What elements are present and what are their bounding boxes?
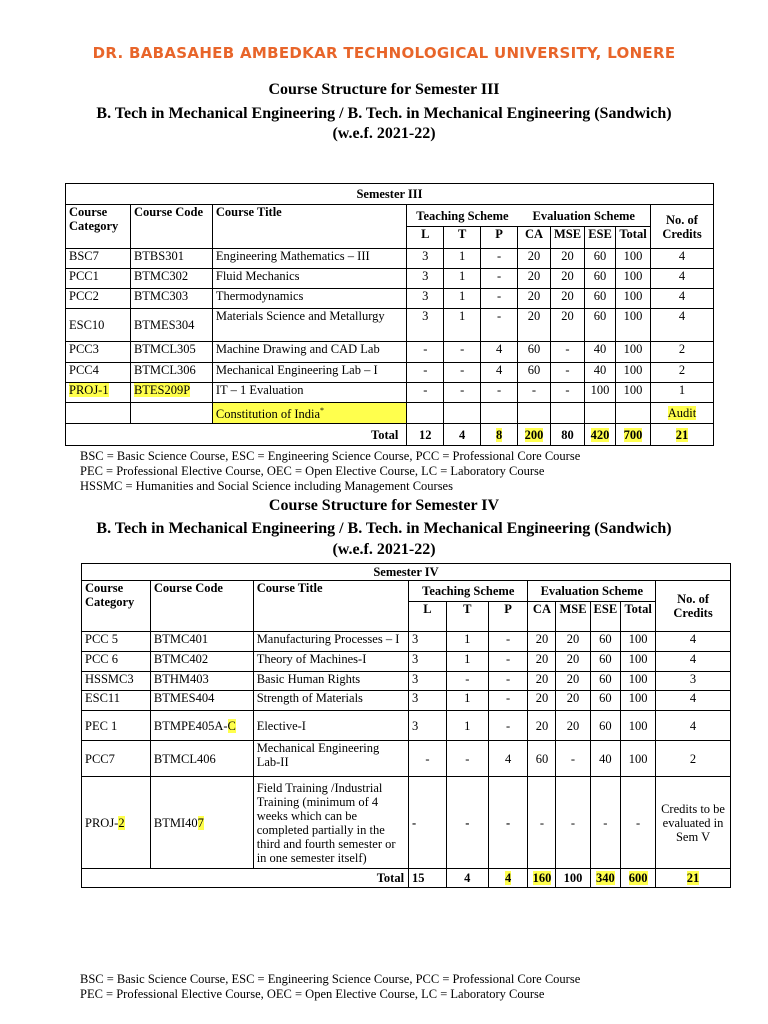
total-l: 15 [409, 869, 447, 888]
cell-ese: - [590, 777, 621, 869]
cell-title: Basic Human Rights [253, 672, 408, 691]
cell-t: - [444, 342, 481, 363]
total-ese: 420 [585, 424, 616, 446]
table-row [66, 289, 714, 309]
cell-total: 100 [621, 652, 656, 672]
cell-credits: 4 [651, 309, 714, 342]
total-p: 8 [481, 424, 518, 446]
cell-total: 100 [616, 269, 651, 289]
header-teaching: Teaching Scheme [407, 205, 518, 227]
sem3-wef: (w.e.f. 2021-22) [332, 125, 436, 142]
cell-ese: 100 [585, 383, 616, 403]
cell-total: 100 [616, 249, 651, 269]
cell-l: - [407, 342, 444, 363]
cell-mse: - [556, 741, 590, 777]
cell-category: PROJ-2 [82, 777, 151, 869]
cell-t: 1 [444, 309, 481, 342]
cell-credits: Credits to be evaluated in Sem V [656, 777, 731, 869]
cell-ca: 60 [518, 342, 551, 363]
cell-credits: 1 [651, 383, 714, 403]
university-title: DR. BABASAHEB AMBEDKAR TECHNOLOGICAL UNIVERSITY, LONERE [92, 44, 676, 62]
sem3-program: B. Tech in Mechanical Engineering / B. Tech. in Mechanical Engineering (Sandwich) [96, 105, 672, 122]
cell-ese: 40 [585, 342, 616, 363]
cell-ca: 60 [518, 363, 551, 383]
header-evaluation: Evaluation Scheme [528, 581, 656, 602]
header-ese: ESE [590, 602, 621, 632]
semester-4-table [81, 563, 731, 888]
cell-p: 4 [488, 741, 528, 777]
cell-category [66, 383, 131, 403]
cell-mse: 20 [550, 289, 584, 309]
cell-code: BTMES304 [130, 309, 212, 342]
cell-title: Fluid Mechanics [212, 269, 406, 289]
cell-code: BTMC303 [130, 289, 212, 309]
cell-code: BTMC402 [150, 652, 253, 672]
table-row [66, 309, 714, 342]
header-category: Course Category [82, 581, 151, 632]
total-ca: 200 [518, 424, 551, 446]
table-row [82, 652, 731, 672]
table-row [66, 363, 714, 383]
sem3-heading: Course Structure for Semester III [268, 81, 500, 98]
cell-code: BTMC401 [150, 632, 253, 652]
cell-ca: 20 [518, 269, 551, 289]
cell-total: 100 [616, 363, 651, 383]
total-ese: 340 [590, 869, 621, 888]
cell-p: - [488, 691, 528, 711]
header-credits: No. of Credits [651, 205, 714, 249]
cell-code: BTMI407 [150, 777, 253, 869]
cell-ca: 20 [528, 652, 556, 672]
cell-total: 100 [621, 691, 656, 711]
header-l: L [409, 602, 447, 632]
cell-t: 1 [446, 711, 488, 741]
header-p: P [481, 227, 518, 249]
total-l: 12 [407, 424, 444, 446]
cell-ese: 60 [585, 269, 616, 289]
proj1-category: PROJ-1 [69, 383, 109, 397]
total-label: Total [82, 869, 409, 888]
header-t: T [446, 602, 488, 632]
cell-mse: 20 [550, 269, 584, 289]
cell-l: 3 [407, 249, 444, 269]
cell-credits: 4 [656, 691, 731, 711]
cell-title: IT – 1 Evaluation [212, 383, 406, 403]
total-ca: 160 [528, 869, 556, 888]
cell-ca: 20 [528, 632, 556, 652]
cell-category: PCC7 [82, 741, 151, 777]
cell-p: - [481, 383, 518, 403]
cell-ca: 20 [518, 289, 551, 309]
cell-mse: 20 [556, 691, 590, 711]
cell-ese: 60 [590, 632, 621, 652]
cell-credits: 4 [656, 632, 731, 652]
total-row [82, 869, 731, 888]
cell-ca: 20 [518, 309, 551, 342]
header-credits: No. of Credits [656, 581, 731, 632]
cell-title: Thermodynamics [212, 289, 406, 309]
cell-total: 100 [621, 711, 656, 741]
cell-ese: 60 [590, 691, 621, 711]
cell-p: - [488, 672, 528, 691]
cell-total: - [621, 777, 656, 869]
cell-category: ESC11 [82, 691, 151, 711]
cell-ca: 20 [528, 672, 556, 691]
cell-title: Strength of Materials [253, 691, 408, 711]
total-mse: 100 [556, 869, 590, 888]
cell-ca: - [518, 383, 551, 403]
cell-code: BTMC302 [130, 269, 212, 289]
cell-l: 3 [407, 269, 444, 289]
header-code: Course Code [150, 581, 253, 632]
abbr-line: HSSMC = Humanities and Social Science including Management Courses [80, 479, 453, 493]
cell-title: Manufacturing Processes – I [253, 632, 408, 652]
cell-category: PCC 6 [82, 652, 151, 672]
table-row [66, 383, 714, 403]
cell-title: Elective-I [253, 711, 408, 741]
cell-category: HSSMC3 [82, 672, 151, 691]
cell-mse: 20 [550, 309, 584, 342]
abbr-line: PEC = Professional Elective Course, OEC = Open Elective Course, LC = Laboratory Course [80, 464, 545, 478]
cell-t: 1 [446, 691, 488, 711]
cell-p: - [481, 269, 518, 289]
abbr-line: BSC = Basic Science Course, ESC = Engineering Science Course, PCC = Professional Core Course [80, 972, 581, 986]
cell-credits: 4 [656, 711, 731, 741]
cell-p: - [488, 652, 528, 672]
cell-credits: 2 [651, 363, 714, 383]
cell-total: 100 [616, 309, 651, 342]
table-row [82, 711, 731, 741]
table-row [82, 741, 731, 777]
cell-category: PEC 1 [82, 711, 151, 741]
cell-ca: 60 [528, 741, 556, 777]
total-p: 4 [488, 869, 528, 888]
cell-mse: 20 [556, 632, 590, 652]
cell-credits: 4 [656, 652, 731, 672]
cell-t: - [446, 672, 488, 691]
header-l: L [407, 227, 444, 249]
cell-total: 100 [621, 672, 656, 691]
cell-ese: 40 [590, 741, 621, 777]
cell-credits: 2 [651, 342, 714, 363]
cell-p: - [481, 249, 518, 269]
total-total: 600 [621, 869, 656, 888]
cell-l: 3 [409, 672, 447, 691]
cell-ese: 60 [590, 672, 621, 691]
cell-category: PCC 5 [82, 632, 151, 652]
header-title: Course Title [212, 205, 406, 249]
cell-ca: 20 [528, 711, 556, 741]
cell-t: - [444, 383, 481, 403]
cell-p: 4 [481, 342, 518, 363]
header-evaluation: Evaluation Scheme [518, 205, 651, 227]
header-title: Course Title [253, 581, 408, 632]
semester-3-table [65, 183, 714, 446]
table-title: Semester IV [82, 564, 731, 581]
total-credits: 21 [651, 424, 714, 446]
cell-mse: - [550, 363, 584, 383]
cell-code: BTMES404 [150, 691, 253, 711]
header-ca: CA [528, 602, 556, 632]
cell-l: - [409, 741, 447, 777]
total-t: 4 [444, 424, 481, 446]
cell-credits: 4 [651, 289, 714, 309]
cell-category: PCC1 [66, 269, 131, 289]
header-mse: MSE [550, 227, 584, 249]
table-title: Semester III [66, 184, 714, 205]
cell-t: 1 [444, 269, 481, 289]
cell-l: 3 [409, 632, 447, 652]
abbr-line: BSC = Basic Science Course, ESC = Engineering Science Course, PCC = Professional Core Course [80, 449, 581, 463]
header-ese: ESE [585, 227, 616, 249]
cell-mse: - [550, 383, 584, 403]
cell-mse: - [550, 342, 584, 363]
cell-mse: 20 [556, 711, 590, 741]
cell-l: - [407, 363, 444, 383]
proj1-code: BTES209P [133, 383, 191, 397]
table-row [82, 691, 731, 711]
cell-l: 3 [409, 711, 447, 741]
cell-code: BTHM403 [150, 672, 253, 691]
cell-l: - [407, 383, 444, 403]
cell-total: 100 [621, 632, 656, 652]
cell-l: 3 [409, 691, 447, 711]
sem4-program: B. Tech in Mechanical Engineering / B. Tech. in Mechanical Engineering (Sandwich) [96, 520, 672, 537]
cell-title: Machine Drawing and CAD Lab [212, 342, 406, 363]
cell-total: 100 [621, 741, 656, 777]
table-row [82, 777, 731, 869]
cell-audit: Audit [651, 403, 714, 424]
cell-total: 100 [616, 289, 651, 309]
cell-p: - [488, 632, 528, 652]
cell-code: BTMCL305 [130, 342, 212, 363]
cell-p: - [488, 711, 528, 741]
cell-code: BTMCL306 [130, 363, 212, 383]
header-code: Course Code [130, 205, 212, 249]
cell-t: 1 [444, 289, 481, 309]
cell-ese: 60 [585, 309, 616, 342]
cell-ca: 20 [528, 691, 556, 711]
table-row [66, 342, 714, 363]
cell-t: 1 [446, 652, 488, 672]
cell-mse: - [556, 777, 590, 869]
cell-t: - [446, 741, 488, 777]
cell-l: 3 [407, 289, 444, 309]
cell-title: Engineering Mathematics – III [212, 249, 406, 269]
cell-t: - [444, 363, 481, 383]
header-total: Total [616, 227, 651, 249]
cell-p: 4 [481, 363, 518, 383]
header-category: Course Category [66, 205, 131, 249]
cell-l: 3 [409, 652, 447, 672]
cell-category: PCC3 [66, 342, 131, 363]
cell-t: 1 [444, 249, 481, 269]
sem4-heading: Course Structure for Semester IV [268, 497, 500, 514]
cell-ese: 60 [590, 652, 621, 672]
cell-category: ESC10 [66, 309, 131, 342]
cell-code [130, 383, 212, 403]
total-mse: 80 [550, 424, 584, 446]
cell-category: BSC7 [66, 249, 131, 269]
cell-ese: 60 [585, 249, 616, 269]
cell-p: - [488, 777, 528, 869]
cell-title: Field Training /Industrial Training (minimum of 4 weeks which can be completed partially in the third and fourth semester or in one semester itself) [253, 777, 408, 869]
sem4-abbreviations [80, 972, 580, 1002]
total-row [66, 424, 714, 446]
cell-credits: 3 [656, 672, 731, 691]
cell-ese: 60 [590, 711, 621, 741]
cell-credits: 2 [656, 741, 731, 777]
cell-t: - [446, 777, 488, 869]
total-credits: 21 [656, 869, 731, 888]
cell-ca: 20 [518, 249, 551, 269]
cell-mse: 20 [550, 249, 584, 269]
table-row [66, 269, 714, 289]
cell-title: Mechanical Engineering Lab – I [212, 363, 406, 383]
header-ca: CA [518, 227, 551, 249]
cell-code: BTMCL406 [150, 741, 253, 777]
cell-ese: 60 [585, 289, 616, 309]
cell-t: 1 [446, 632, 488, 652]
cell-title: Mechanical Engineering Lab-II [253, 741, 408, 777]
cell-category: PCC4 [66, 363, 131, 383]
cell-credits: 4 [651, 269, 714, 289]
cell-credits: 4 [651, 249, 714, 269]
cell-title: Materials Science and Metallurgy [212, 309, 406, 342]
table-row [66, 403, 714, 424]
cell-p: - [481, 309, 518, 342]
cell-l: 3 [407, 309, 444, 342]
total-label: Total [66, 424, 407, 446]
table-row [82, 632, 731, 652]
header-teaching: Teaching Scheme [409, 581, 528, 602]
header-mse: MSE [556, 602, 590, 632]
header-p: P [488, 602, 528, 632]
cell-category: PCC2 [66, 289, 131, 309]
cell-p: - [481, 289, 518, 309]
cell-mse: 20 [556, 672, 590, 691]
constitution-of-india: Constitution of India* [212, 403, 406, 424]
cell-ese: 40 [585, 363, 616, 383]
cell-title: Theory of Machines-I [253, 652, 408, 672]
table-row [66, 249, 714, 269]
table-row [82, 672, 731, 691]
cell-mse: 20 [556, 652, 590, 672]
sem4-wef: (w.e.f. 2021-22) [332, 541, 436, 558]
header-t: T [444, 227, 481, 249]
abbr-line: PEC = Professional Elective Course, OEC = Open Elective Course, LC = Laboratory Course [80, 987, 545, 1001]
cell-ca: - [528, 777, 556, 869]
header-total: Total [621, 602, 656, 632]
total-total: 700 [616, 424, 651, 446]
cell-total: 100 [616, 383, 651, 403]
cell-code: BTBS301 [130, 249, 212, 269]
cell-l: - [409, 777, 447, 869]
cell-total: 100 [616, 342, 651, 363]
sem3-abbreviations [80, 449, 580, 494]
cell-code: BTMPE405A-C [150, 711, 253, 741]
total-t: 4 [446, 869, 488, 888]
